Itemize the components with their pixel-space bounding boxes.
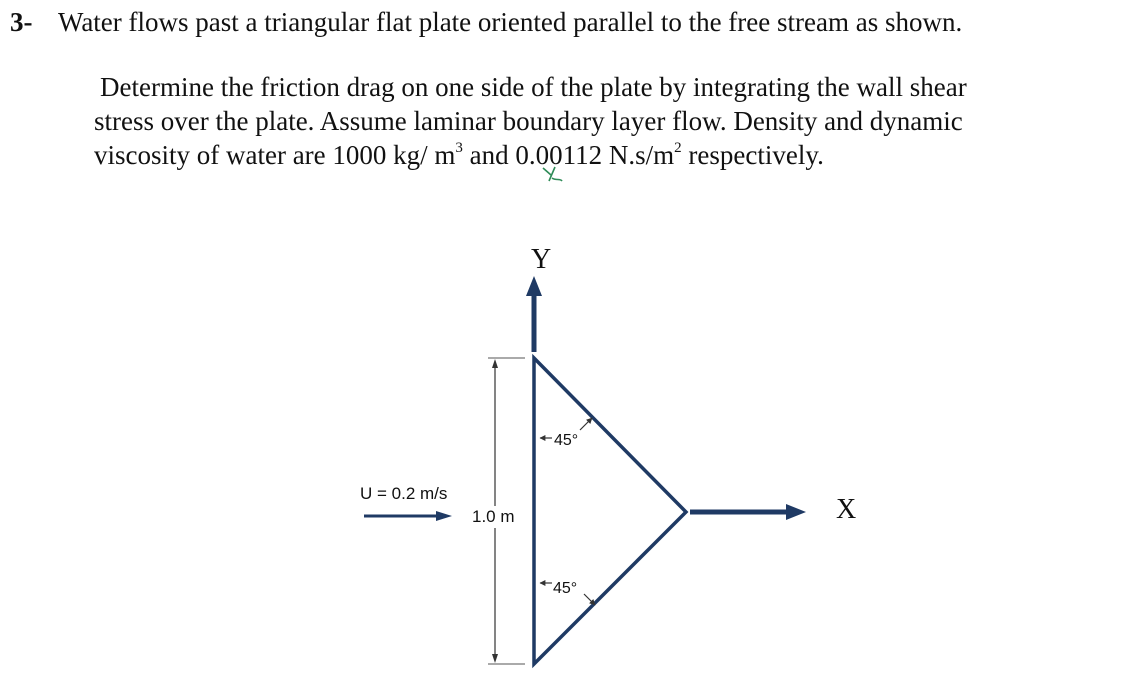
top-angle-label: 45° (554, 432, 579, 449)
problem-number: 3- (10, 7, 33, 37)
y-axis-label: Y (531, 244, 552, 275)
triangular-plate (534, 358, 686, 664)
y-axis-arrow (526, 276, 542, 352)
x-axis-arrow (690, 504, 806, 520)
problem-title: Water flows past a triangular flat plate oriented parallel to the free stream as shown. (58, 7, 963, 37)
statement-line-2: stress over the plate. Assume laminar boundary layer flow. Density and dynamic (94, 106, 963, 136)
statement-line-3-a: viscosity of water are 1000 kg/ m (94, 140, 456, 170)
x-axis-label: X (836, 494, 857, 525)
density-exponent: 3 (455, 140, 463, 156)
statement-line-3-c: respectively. (681, 140, 824, 170)
statement-line-3-b: and 0.00112 N.s/m (462, 140, 675, 170)
velocity-label: U = 0.2 m/s (360, 484, 448, 503)
statement-line-1: Determine the friction drag on one side of the plate by integrating the wall shear (100, 72, 967, 102)
viscosity-exponent: 2 (674, 140, 682, 156)
velocity-arrow (364, 511, 452, 521)
height-label: 1.0 m (472, 507, 515, 526)
bottom-angle-label: 45° (553, 580, 578, 597)
